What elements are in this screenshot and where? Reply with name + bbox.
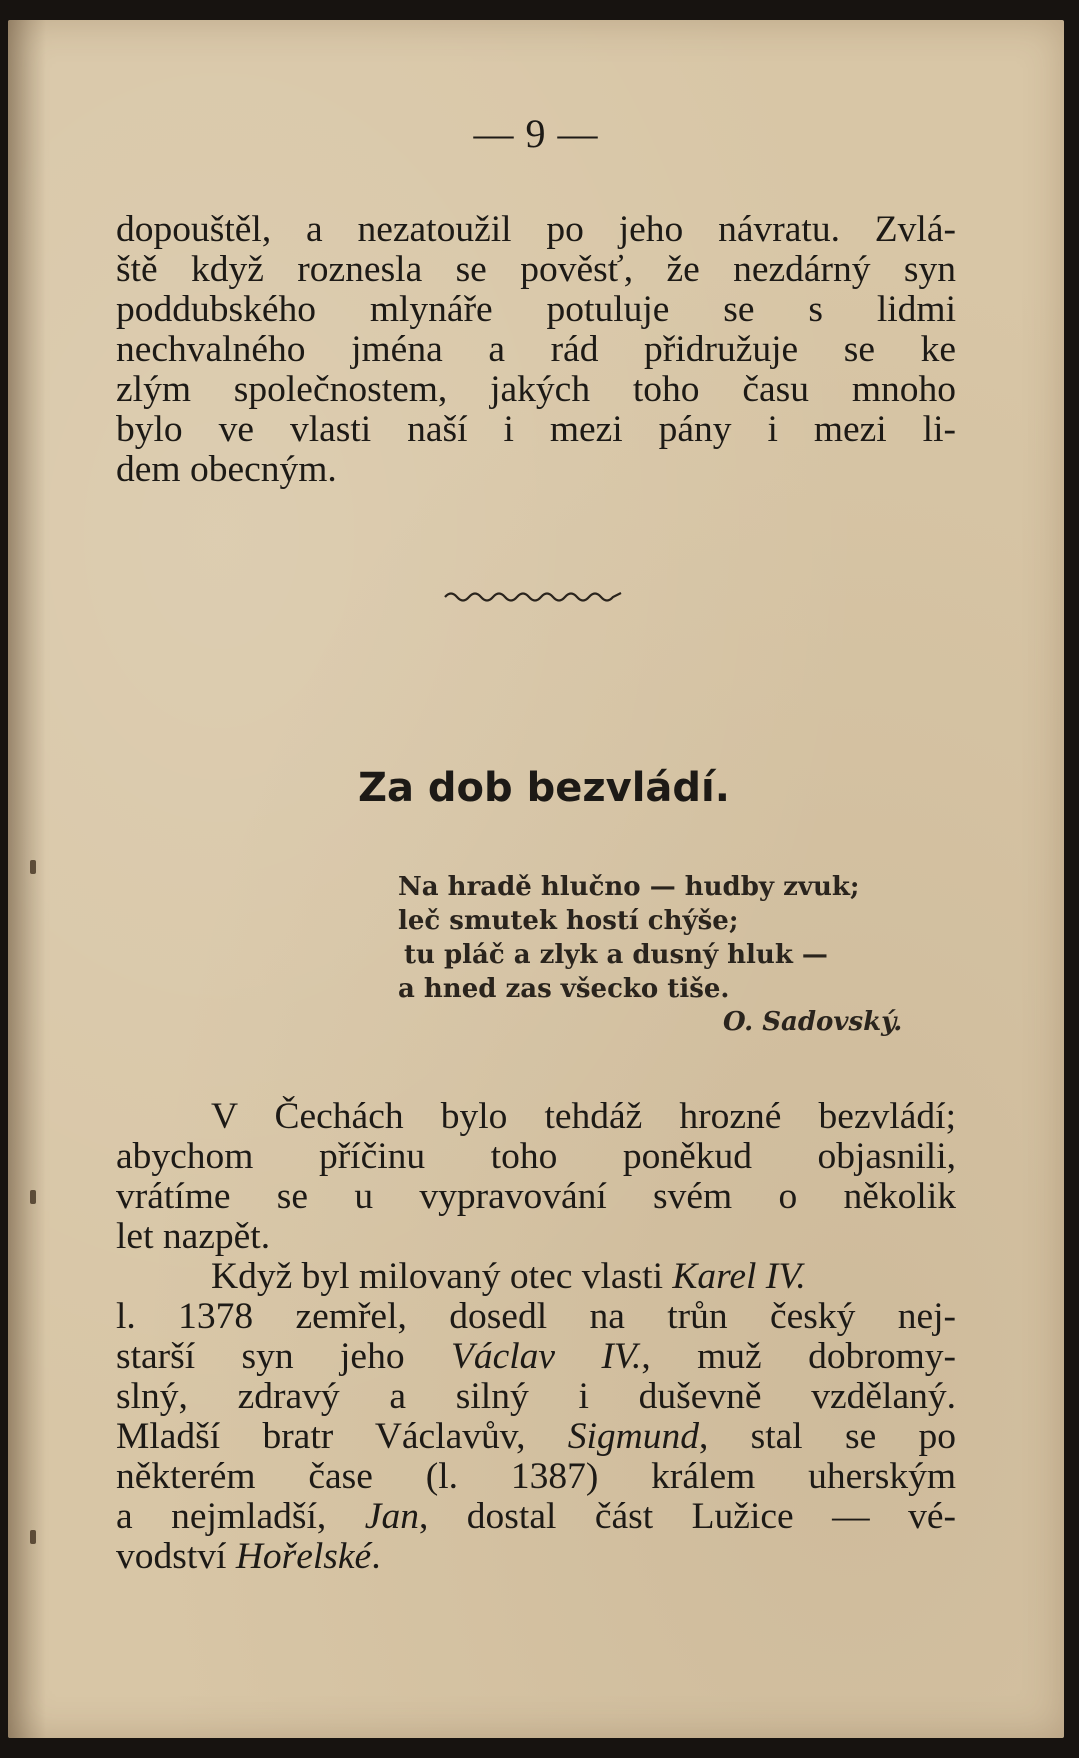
paragraph-main: [116, 1097, 956, 1577]
epigraph-author: O. Sadovský.: [723, 1007, 903, 1037]
text-run: , stal se po: [698, 1416, 956, 1457]
spine-marks: [30, 20, 36, 1738]
poem-line: leč smutek hostí chýše;: [398, 906, 739, 936]
name-karel: Karel IV.: [672, 1256, 806, 1297]
text-line: [116, 1537, 956, 1577]
spine-mark: [30, 1530, 36, 1544]
text-run: vodství: [116, 1536, 236, 1577]
text-line: dem obecným.: [116, 449, 337, 490]
text-line: [116, 1257, 956, 1297]
text-run: Mladší bratr Václavův,: [116, 1416, 568, 1457]
chapter-title: Za dob bezvládí.: [358, 765, 730, 811]
text-line: abychom příčinu toho poněkud objasnili,: [116, 1136, 956, 1177]
text-line: ště když roznesla se pověsť, že nezdárný syn: [116, 249, 956, 290]
text-run: Když byl milovaný otec vlasti: [211, 1256, 673, 1297]
text-line: [116, 1417, 956, 1457]
text-run: starší syn jeho: [116, 1336, 451, 1377]
page-spine-shadow: [8, 20, 46, 1738]
text-line: dopouštěl, a nezatoužil po jeho návratu. Zvlá-: [116, 209, 956, 250]
text-run: .: [371, 1536, 381, 1577]
poem-line: tu pláč a zlyk a dusný hluk —: [404, 940, 828, 970]
text-line: [116, 1337, 956, 1377]
spine-mark: [30, 1190, 36, 1204]
name-vaclav: Václav IV.: [450, 1336, 642, 1377]
poem-line: Na hradě hlučno — hudby zvuk;: [398, 872, 860, 902]
text-line: l. 1378 zemřel, dosedl na trůn český nej-: [116, 1296, 956, 1337]
text-run: a nejmladší,: [116, 1496, 365, 1537]
text-line: V Čechách bylo tehdáž hrozné bezvládí;: [211, 1096, 956, 1137]
text-run: , muž dobromy-: [641, 1336, 956, 1377]
poem-line: a hned zas všecko tiše.: [398, 974, 730, 1004]
name-jan: Jan: [364, 1496, 419, 1537]
name-sigmund: Sigmund: [567, 1416, 699, 1457]
spine-mark: [30, 860, 36, 874]
text-line: některém čase (l. 1387) králem uherským: [116, 1456, 956, 1497]
book-page: [8, 20, 1064, 1738]
text-line: poddubského mlynáře potuluje se s lidmi: [116, 289, 956, 330]
text-line: slný, zdravý a silný i duševně vzdělaný.: [116, 1376, 956, 1417]
text-line: bylo ve vlasti naší i mezi pány i mezi li-: [116, 409, 956, 450]
text-run: , dostal část Lužice — vé-: [418, 1496, 956, 1537]
text-line: nechvalného jména a rád přidružuje se ke: [116, 329, 956, 370]
paragraph-continued: [116, 210, 956, 490]
epigraph-poem: [398, 870, 938, 1006]
text-line: let nazpět.: [116, 1216, 271, 1257]
page-number: — 9 —: [473, 111, 599, 156]
place-horelske: Hořelské: [235, 1536, 372, 1577]
text-line: [116, 1497, 956, 1537]
text-line: vrátíme se u vypravování svém o několik: [116, 1176, 956, 1217]
wavy-line-ornament: [443, 588, 623, 606]
text-line: zlým společnostem, jakých toho času mnoho: [116, 369, 956, 410]
